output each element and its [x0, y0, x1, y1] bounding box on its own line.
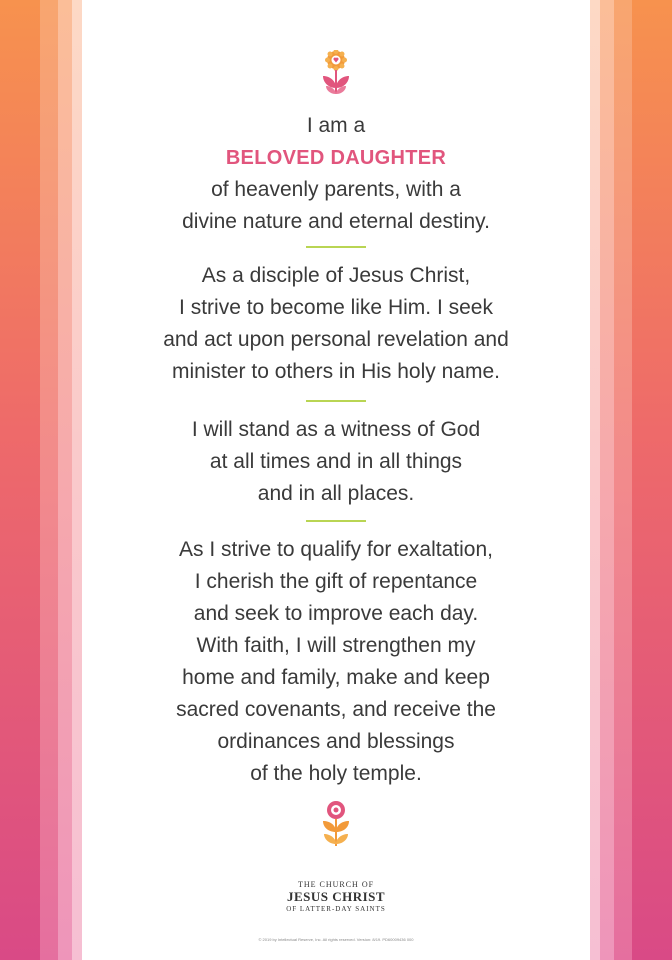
logo-line-1: THE CHURCH OF: [297, 880, 375, 889]
paragraph-line: home and family, make and keep: [182, 666, 490, 689]
paragraph-line: With faith, I will strengthen my: [196, 634, 476, 657]
divider-3: [306, 520, 366, 522]
intro-line-1: I am a: [306, 114, 366, 137]
poster-content: [82, 0, 590, 960]
paragraph-line: and seek to improve each day.: [193, 602, 479, 625]
sunflower-icon: [320, 50, 352, 96]
right-border-stripe-2: [614, 0, 632, 960]
left-border-stripe-2: [40, 0, 58, 960]
left-border-stripe-outer: [0, 0, 40, 960]
church-logo: [236, 880, 436, 913]
left-border-stripe-inner: [72, 0, 82, 960]
witness-paragraph: [82, 414, 590, 510]
paragraph-line: and act upon personal revelation and: [163, 328, 509, 351]
paragraph-line: As I strive to qualify for exaltation,: [179, 538, 493, 561]
paragraph-line: ordinances and blessings: [217, 730, 455, 753]
paragraph-line: minister to others in His holy name.: [172, 360, 500, 383]
right-border-stripe-outer: [632, 0, 672, 960]
copyright-notice: © 2019 by Intellectual Reserve, Inc. All rights reserved. Version: 8/19. PD60009436 000: [258, 937, 414, 942]
flower-icon: [320, 800, 352, 848]
intro-line-3: divine nature and eternal destiny.: [182, 210, 490, 233]
exaltation-paragraph: [82, 534, 590, 790]
right-border-stripe-3: [600, 0, 614, 960]
paragraph-line: and in all places.: [257, 482, 415, 505]
paragraph-line: I cherish the gift of repentance: [194, 570, 478, 593]
left-border-stripe-3: [58, 0, 72, 960]
paragraph-line: I will stand as a witness of God: [191, 418, 481, 441]
divider-1: [306, 246, 366, 248]
logo-line-2: JESUS CHRIST: [286, 889, 386, 904]
paragraph-line: at all times and in all things: [209, 450, 463, 473]
paragraph-line: of the holy temple.: [250, 762, 422, 785]
paragraph-line: I strive to become like Him. I seek: [179, 296, 493, 319]
intro-statement: [82, 110, 590, 238]
divider-2: [306, 400, 366, 402]
paragraph-line: As a disciple of Jesus Christ,: [201, 264, 471, 287]
logo-line-3: OF LATTER-DAY SAINTS: [286, 905, 386, 913]
intro-line-2: of heavenly parents, with a: [211, 178, 461, 201]
beloved-daughter-heading: BELOVED DAUGHTER: [225, 147, 447, 169]
right-border-stripe-inner: [590, 0, 600, 960]
disciple-paragraph: [82, 260, 590, 388]
paragraph-line: sacred covenants, and receive the: [176, 698, 496, 721]
